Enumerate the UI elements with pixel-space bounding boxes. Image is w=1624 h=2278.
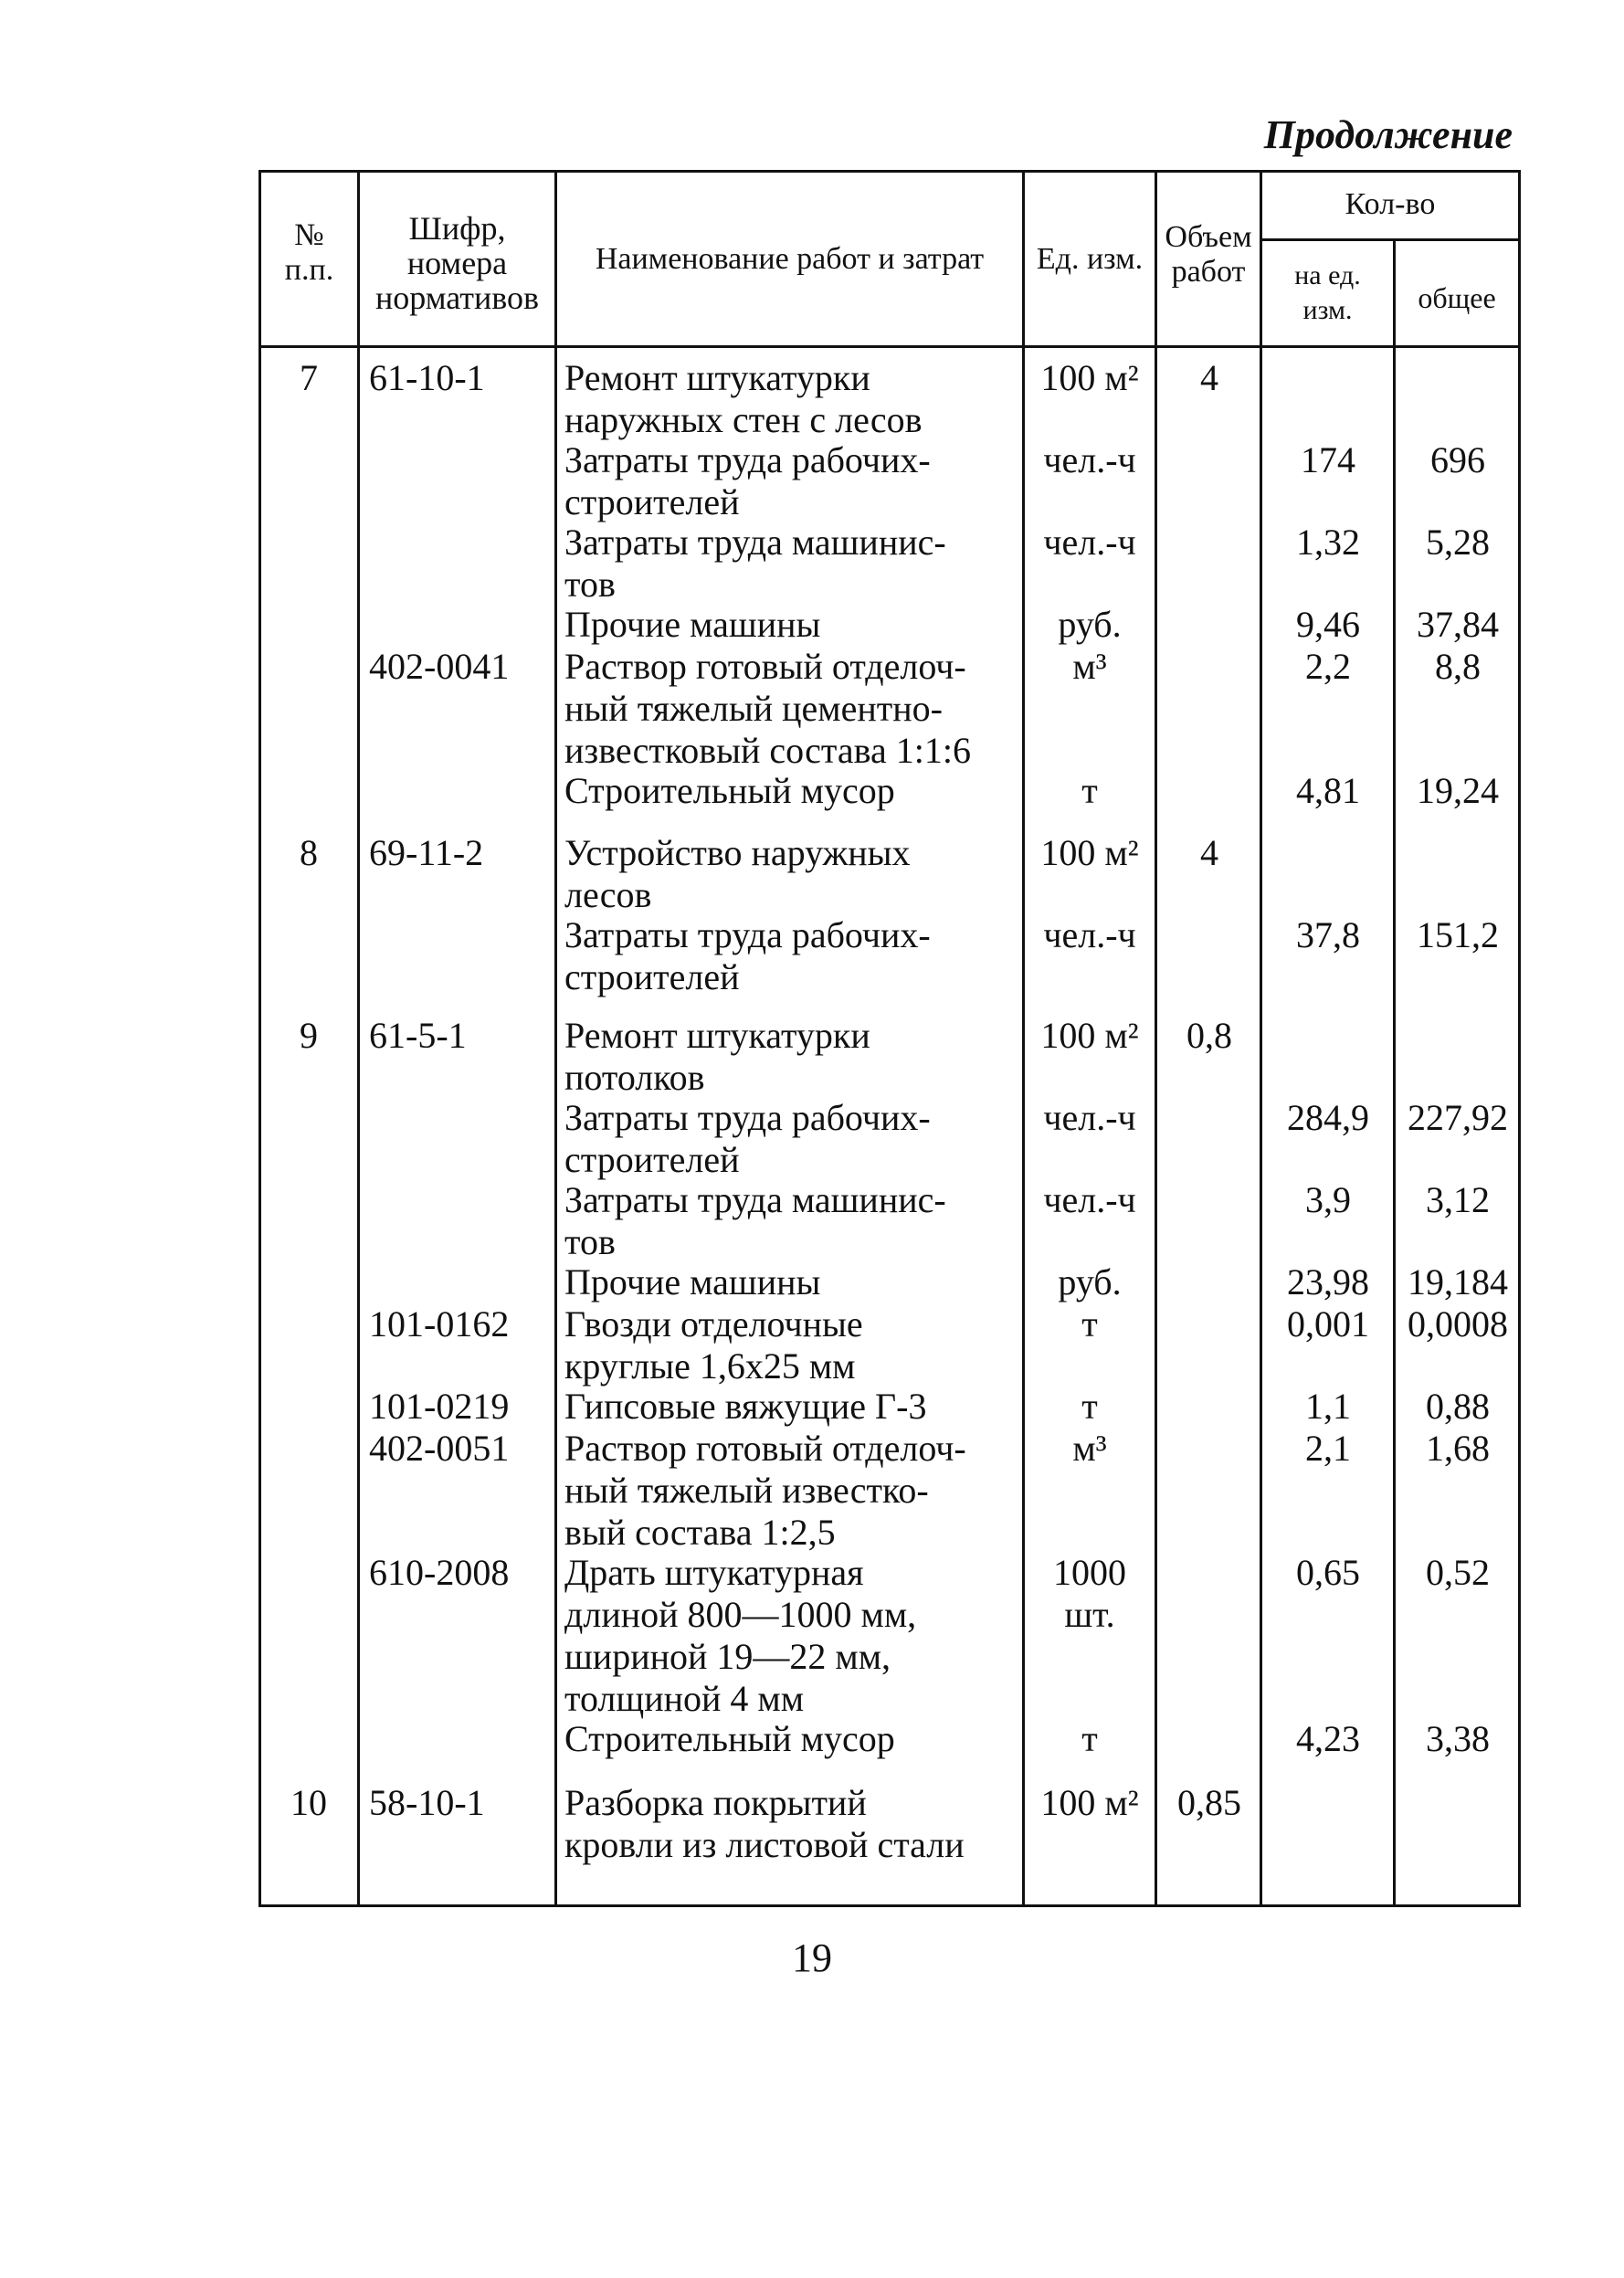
cell-name: Затраты труда машинис- тов — [564, 522, 946, 605]
cell-total: 19,184 — [1408, 1261, 1508, 1302]
cell-no: 9 — [300, 1015, 318, 1056]
cell-unit: 1000 шт. — [1053, 1552, 1126, 1635]
table-body — [261, 348, 1518, 1904]
cell-name: Строительный мусор — [564, 1718, 895, 1759]
cell-code: 69-11-2 — [369, 832, 484, 873]
cell-unit: 100 м² — [1040, 357, 1139, 398]
cell-per-unit: 0,001 — [1287, 1303, 1369, 1345]
header-name: Наименование работ и затрат — [595, 242, 985, 276]
cell-per-unit: 9,46 — [1296, 604, 1360, 645]
cell-unit: чел.-ч — [1043, 1097, 1136, 1138]
cell-name: Строительный мусор — [564, 770, 895, 811]
cell-per-unit: 23,98 — [1287, 1261, 1369, 1302]
cell-name: Ремонт штукатурки потолков — [564, 1015, 870, 1098]
header-total: общее — [1418, 281, 1496, 314]
cell-total: 151,2 — [1417, 914, 1499, 955]
cell-volume: 0,85 — [1177, 1782, 1241, 1823]
cell-total: 19,24 — [1417, 770, 1499, 811]
cell-unit: чел.-ч — [1043, 914, 1136, 955]
cell-code: 402-0051 — [369, 1428, 510, 1469]
cell-code: 58-10-1 — [369, 1782, 485, 1823]
cell-unit: чел.-ч — [1043, 439, 1136, 480]
cell-code: 61-5-1 — [369, 1015, 467, 1056]
continuation-label: Продолжение — [1263, 112, 1513, 157]
header-no: № п.п. — [284, 218, 334, 287]
cell-per-unit: 2,1 — [1305, 1428, 1351, 1469]
cell-total: 0,88 — [1426, 1386, 1490, 1427]
cell-no: 8 — [300, 832, 318, 873]
cell-per-unit: 174 — [1301, 439, 1355, 480]
cell-name: Драть штукатурная длиной 800—1000 мм, шириной 19—22 мм, толщиной 4 мм — [564, 1552, 917, 1719]
cell-name: Раствор готовый отделоч- ный тяжелый известко- вый состава 1:2,5 — [564, 1428, 966, 1553]
cell-total: 0,52 — [1426, 1552, 1490, 1593]
cell-no: 10 — [290, 1782, 327, 1823]
work-cost-table — [258, 170, 1521, 1907]
qty-header-divider — [1260, 238, 1518, 241]
cell-total: 0,0008 — [1408, 1303, 1508, 1345]
cell-code: 610-2008 — [369, 1552, 510, 1593]
cell-total: 3,12 — [1426, 1179, 1490, 1220]
header-volume: Объем работ — [1165, 220, 1252, 289]
cell-volume: 4 — [1200, 357, 1218, 398]
cell-code: 101-0219 — [369, 1386, 510, 1427]
cell-no: 7 — [300, 357, 318, 398]
cell-unit: м³ — [1072, 646, 1107, 687]
cell-per-unit: 2,2 — [1305, 646, 1351, 687]
cell-volume: 0,8 — [1186, 1015, 1232, 1056]
page-number: 19 — [792, 1935, 832, 1980]
cell-name: Затраты труда рабочих- строителей — [564, 914, 931, 997]
cell-name: Устройство наружных лесов — [564, 832, 911, 915]
cell-volume: 4 — [1200, 832, 1218, 873]
cell-per-unit: 1,32 — [1296, 522, 1360, 563]
cell-name: Ремонт штукатурки наружных стен с лесов — [564, 357, 923, 440]
cell-per-unit: 284,9 — [1287, 1097, 1369, 1138]
cell-per-unit: 4,23 — [1296, 1718, 1360, 1759]
cell-name: Гвозди отделочные круглые 1,6x25 мм — [564, 1303, 863, 1387]
cell-per-unit: 3,9 — [1305, 1179, 1351, 1220]
cell-per-unit: 37,8 — [1296, 914, 1360, 955]
cell-name: Прочие машины — [564, 1261, 821, 1302]
cell-total: 1,68 — [1426, 1428, 1490, 1469]
cell-unit: чел.-ч — [1043, 522, 1136, 563]
cell-code: 101-0162 — [369, 1303, 510, 1345]
cell-name: Затраты труда машинис- тов — [564, 1179, 946, 1262]
cell-name: Гипсовые вяжущие Г-3 — [564, 1386, 927, 1427]
header-unit: Ед. изм. — [1036, 242, 1144, 276]
cell-name: Раствор готовый отделоч- ный тяжелый цементно- известковый состава 1:1:6 — [564, 646, 971, 771]
cell-total: 3,38 — [1426, 1718, 1490, 1759]
cell-unit: м³ — [1072, 1428, 1107, 1469]
cell-unit: т — [1081, 1303, 1098, 1345]
cell-total: 227,92 — [1408, 1097, 1508, 1138]
cell-per-unit: 4,81 — [1296, 770, 1360, 811]
cell-unit: 100 м² — [1040, 1015, 1139, 1056]
cell-code: 402-0041 — [369, 646, 510, 687]
cell-unit: т — [1081, 770, 1098, 811]
cell-name: Затраты труда рабочих- строителей — [564, 1097, 931, 1180]
cell-unit: 100 м² — [1040, 1782, 1139, 1823]
cell-name: Затраты труда рабочих- строителей — [564, 439, 931, 522]
cell-per-unit: 1,1 — [1305, 1386, 1351, 1427]
header-per-unit: на ед. изм. — [1294, 260, 1361, 325]
cell-unit: т — [1081, 1718, 1098, 1759]
cell-total: 8,8 — [1435, 646, 1481, 687]
cell-per-unit: 0,65 — [1296, 1552, 1360, 1593]
cell-total: 37,84 — [1417, 604, 1499, 645]
cell-unit: 100 м² — [1040, 832, 1139, 873]
cell-total: 696 — [1430, 439, 1485, 480]
cell-name: Прочие машины — [564, 604, 821, 645]
cell-unit: руб. — [1058, 1261, 1122, 1302]
cell-unit: чел.-ч — [1043, 1179, 1136, 1220]
header-qty: Кол-во — [1345, 187, 1436, 221]
header-code: Шифр, номера нормативов — [374, 210, 540, 316]
cell-total: 5,28 — [1426, 522, 1490, 563]
cell-name: Разборка покрытий кровли из листовой стали — [564, 1782, 965, 1865]
cell-unit: т — [1081, 1386, 1098, 1427]
cell-unit: руб. — [1058, 604, 1122, 645]
cell-code: 61-10-1 — [369, 357, 485, 398]
